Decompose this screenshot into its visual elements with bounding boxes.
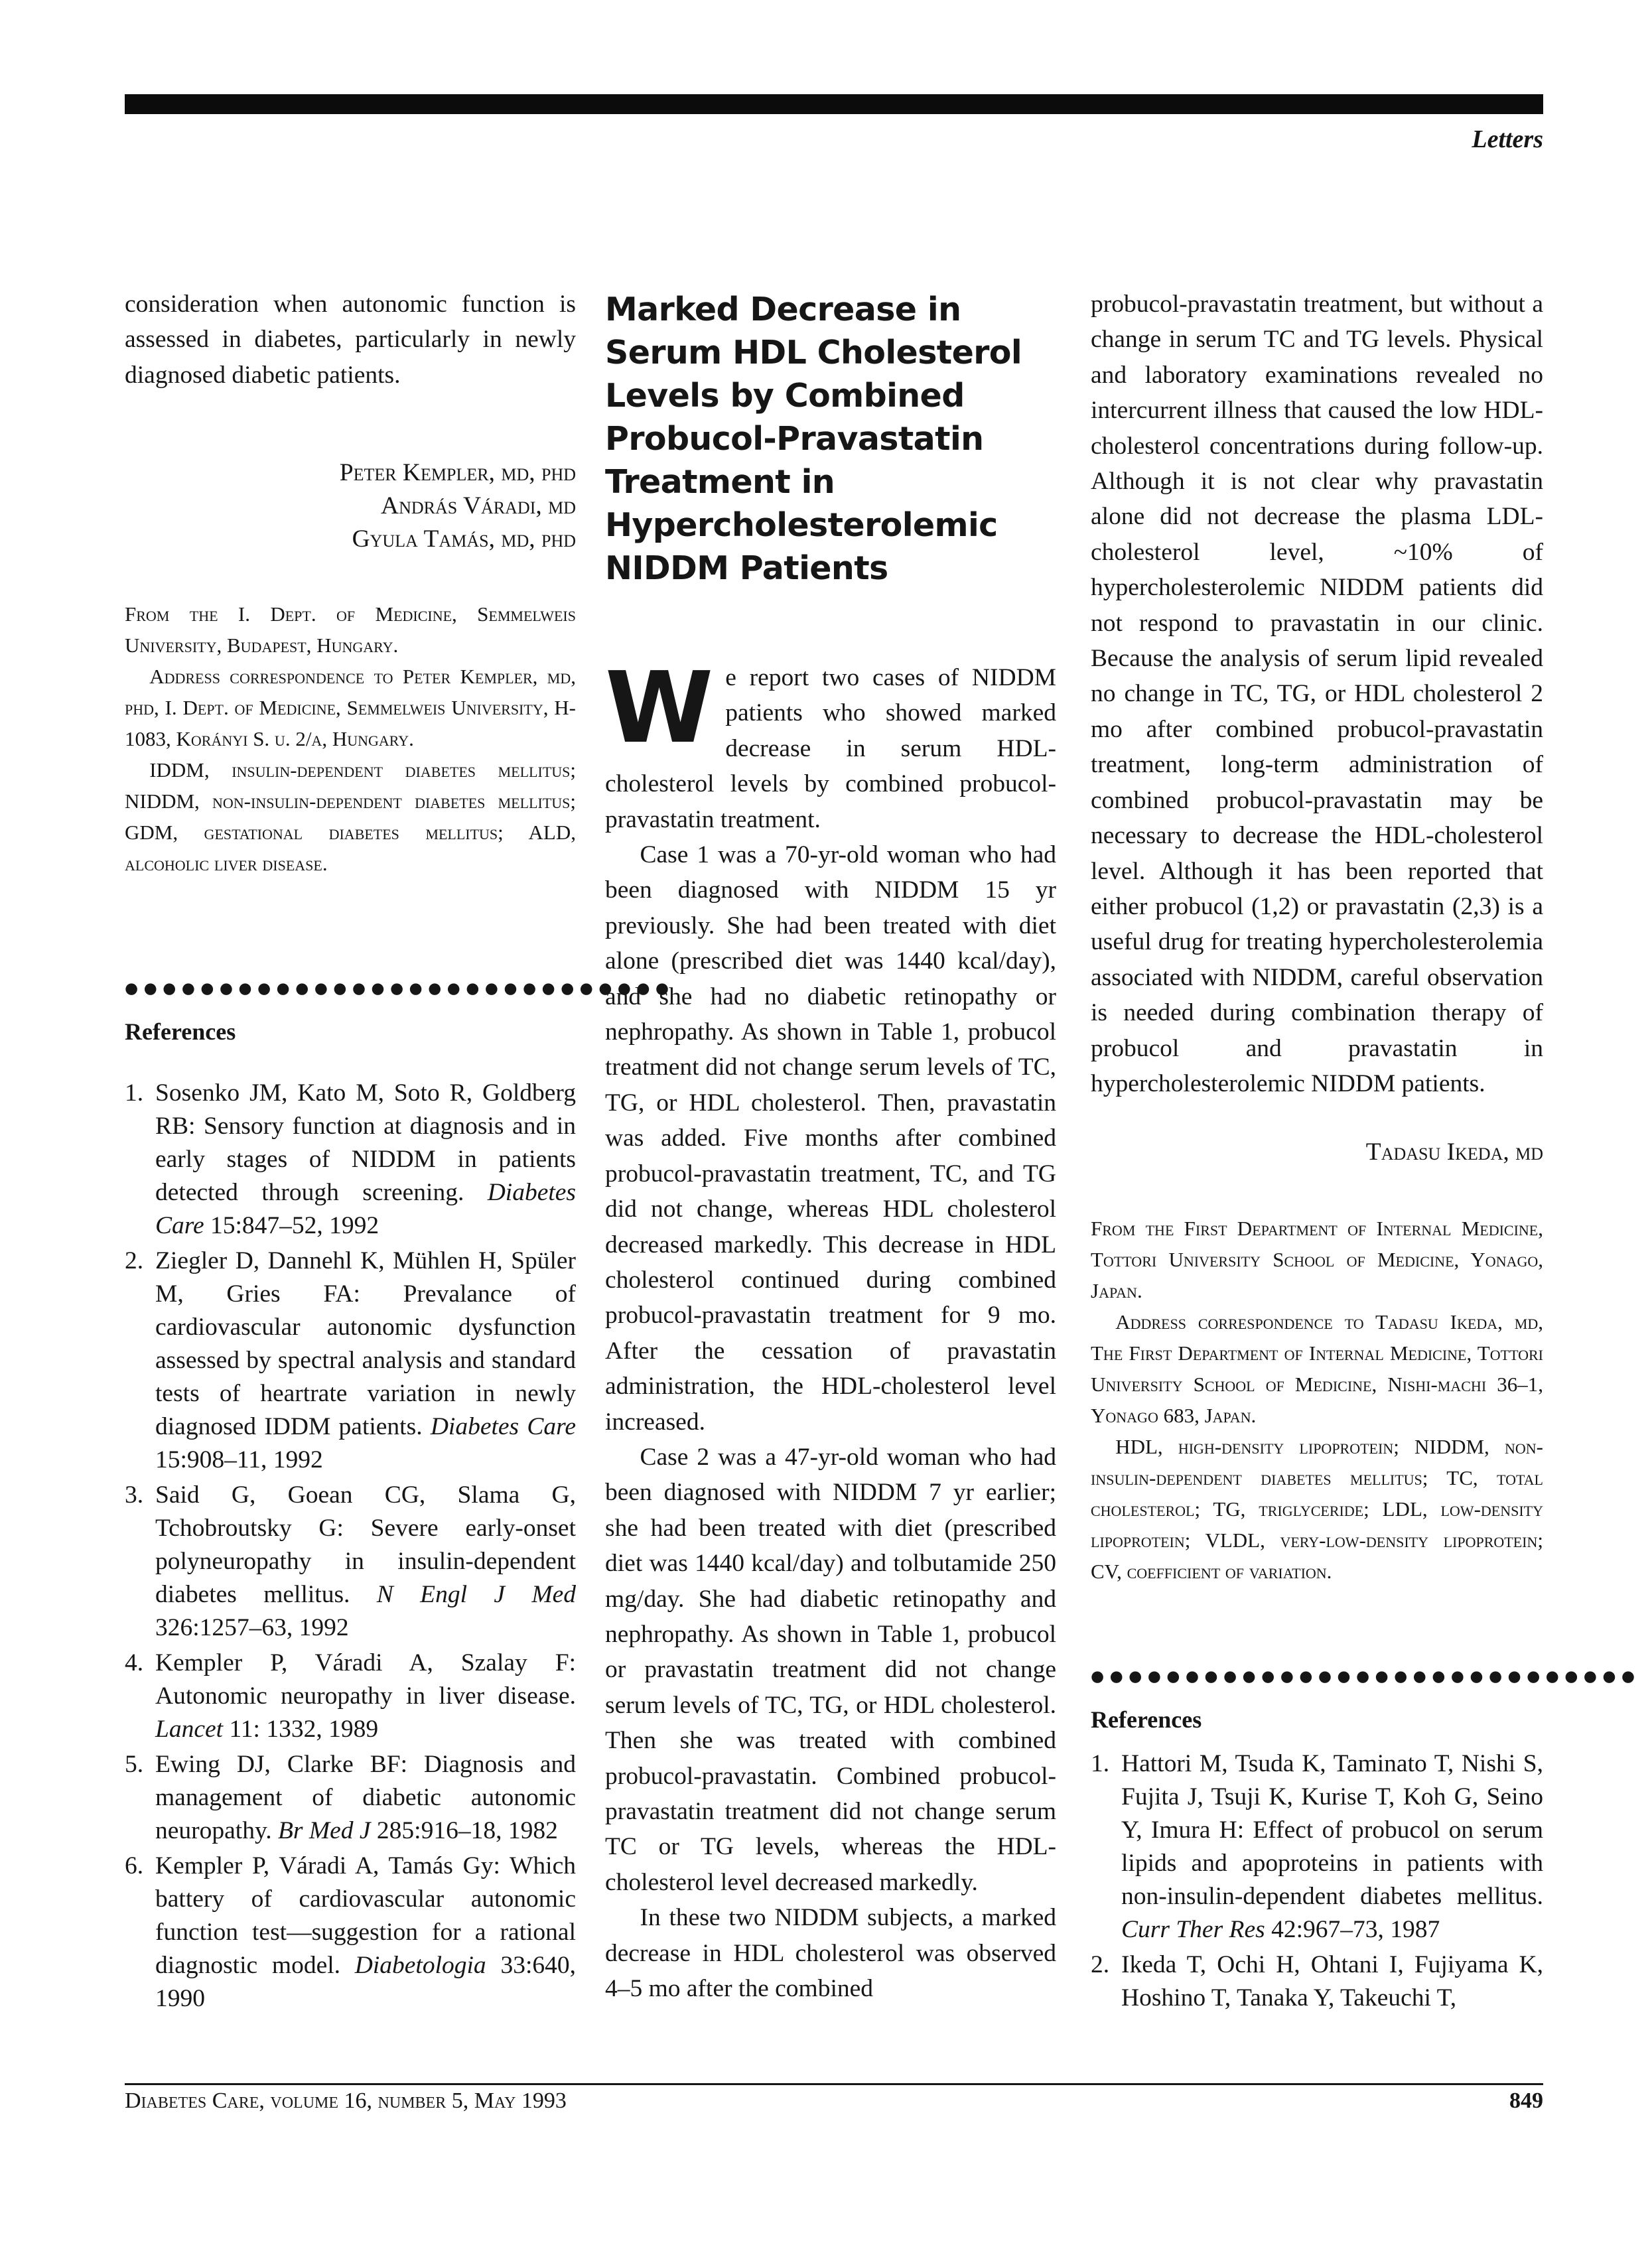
section-divider: ●●●●●●●●●●●●●●●●●●●●●●●●●●●●● [1091, 1667, 1641, 1685]
correspondence-note: Address correspondence to Peter Kempler, md, phd, I. Dept. of Medicine, Semmelweis University, H-1083, Korányi S. u. 2/a, Hungary. [125, 665, 576, 751]
article-author: Tadasu Ikeda, md [1365, 1138, 1543, 1166]
author-name: András Váradi, md [381, 492, 576, 520]
affiliation-note: From the First Department of Internal Medicine, Tottori University School of Medicine, Yonago, Japan. [1091, 1216, 1543, 1302]
abbreviations-note: HDL, high-density lipoprotein; NIDDM, non-insulin-dependent diabetes mellitus; TC, total cholesterol; TG, triglyceride; LDL, low-density lipoprotein; VLDL, very-low-density lipoprotein; CV, coefficient of variation. [1091, 1434, 1543, 1583]
case1-paragraph: Case 1 was a 70-yr-old woman who had been diagnosed with NIDDM 15 yr previously. She had been treated with diet alone (prescribed diet was 1440 kcal/day), and she had no diabetic retinopathy or nephropathy. As shown in Table 1, probucol treatment did not change serum levels of TC, TG, or HDL cholesterol. Then, pravastatin was added. Five months after combined probucol-pravastatin treatment, TC, and TG did not change, whereas HDL cholesterol decreased markedly. This decrease in HDL cholesterol continued during combined probucol-pravastatin treatment for 9 mo. After the cessation of pravastatin administration, the HDL-cholesterol level increased. [605, 841, 1056, 1436]
column-middle [605, 287, 1056, 2006]
reference-item: 1. Sosenko JM, Kato M, Soto R, Goldberg RB: Sensory function at diagnosis and in early stages of NIDDM in patients detected through screening. Diabetes Care 15:847–52, 1992 [125, 1079, 576, 1240]
abbreviations-note: IDDM, insulin-dependent diabetes mellitus; NIDDM, non-insulin-dependent diabetes mellitus; GDM, gestational diabetes mellitus; ALD, alcoholic liver disease. [125, 758, 576, 876]
reference-list [1091, 1747, 1543, 2015]
affiliation-note: From the I. Dept. of Medicine, Semmelweis University, Budapest, Hungary. [125, 602, 576, 657]
column-left [125, 287, 675, 2017]
references-heading: References [1091, 1706, 1202, 1733]
correspondence-note: Address correspondence to Tadasu Ikeda, md, The First Department of Internal Medicine, Tottori University School of Medicine, Nishi-machi 36–1, Yonago 683, Japan. [1091, 1310, 1543, 1427]
author-name: Peter Kempler, md, phd [339, 459, 576, 487]
reference-item: 2. Ikeda T, Ochi H, Ohtani I, Fujiyama K, Hoshino T, Tanaka Y, Takeuchi T, [1091, 1950, 1543, 2011]
references-heading: References [125, 1018, 236, 1046]
article-title: Marked Decrease in Serum HDL Cholesterol Levels by Combined Probucol-Pravastatin Treatment in Hypercholesterolemic NIDDM Patients [605, 291, 1022, 587]
reference-item: 5. Ewing DJ, Clarke BF: Diagnosis and management of diabetic autonomic neuropathy. Br Med J 285:916–18, 1982 [125, 1751, 576, 1845]
reference-item: 2. Ziegler D, Dannehl K, Mühlen H, Spüler M, Gries FA: Prevalance of cardiovascular autonomic dysfunction assessed by spectral analysis and standard tests of heartrate variation in newly diagnosed IDDM patients. Diabetes Care 15:908–11, 1992 [125, 1247, 577, 1474]
discussion-paragraph: In these two NIDDM subjects, a marked decrease in HDL cholesterol was observed 4–5 mo after the combined [605, 1904, 1056, 2003]
reference-item: 6. Kempler P, Váradi A, Tamás Gy: Which battery of cardiovascular autonomic function test—suggestion for a rational diagnostic model. Diabetologia 33:640, 1990 [125, 1852, 576, 2013]
previous-letter-authors [125, 456, 576, 556]
footer-journal-info: Diabetes Care, volume 16, number 5, May 1993 [125, 2088, 567, 2113]
lead-paragraph: We report two cases of NIDDM patients who showed marked decrease in serum HDL-cholesterol levels by combined probucol-pravastatin treatment. [605, 651, 1056, 833]
previous-letter-closing-text: consideration when autonomic function is assessed in diabetes, particularly in newly diagnosed diabetic patients. [125, 291, 576, 389]
column-right [1091, 287, 1641, 2017]
page-number: 849 [1509, 2088, 1543, 2113]
reference-item: 1. Hattori M, Tsuda K, Taminato T, Nishi S, Fujita J, Tsuji K, Kurise T, Koh G, Seino Y, Imura H: Effect of probucol on serum lipids and apoproteins in patients with non-insulin-dependent diabetes mellitus. Curr Ther Res 42:967–73, 1987 [1091, 1749, 1543, 1943]
section-label: Letters [1472, 125, 1543, 153]
footer-rule [125, 2083, 1543, 2085]
section-divider: ●●●●●●●●●●●●●●●●●●●●●●●●●●●●● [125, 980, 675, 998]
discussion-continuation: probucol-pravastatin treatment, but without a change in serum TC and TG levels. Physical and laboratory examinations revealed no intercurrent illness that caused the low HDL-cholesterol concentrations during follow-up. Although it is not clear why pravastatin alone did not decrease the plasma LDL-cholesterol level, ~10% of hypercholesterolemic NIDDM patients did not respond to pravastatin in our clinic. Because the analysis of serum lipid revealed no change in TC, TG, or HDL cholesterol 2 mo after combined probucol-pravastatin treatment, long-term administration of combined probucol-pravastatin may be necessary to decrease the HDL-cholesterol level. Although it has been reported that either probucol (1,2) or pravastatin (2,3) is a useful drug for treating hypercholesterolemia associated with NIDDM, careful observation is needed during combination therapy of probucol and pravastatin in hypercholesterolemic NIDDM patients. [1091, 291, 1543, 1097]
reference-item: 3. Said G, Goean CG, Slama G, Tchobroutsky G: Severe early-onset polyneuropathy in insulin-dependent diabetes mellitus. N Engl J Med 326:1257–63, 1992 [125, 1481, 576, 1642]
drop-cap: W [605, 651, 714, 765]
reference-item: 4. Kempler P, Váradi A, Szalay F: Autonomic neuropathy in liver disease. Lancet 11: 1332, 1989 [125, 1649, 576, 1743]
case2-paragraph: Case 2 was a 47-yr-old woman who had been diagnosed with NIDDM 7 yr earlier; she had been treated with diet (prescribed diet was 1440 kcal/day) and tolbutamide 250 mg/day. She had diabetic retinopathy and nephropathy. As shown in Table 1, probucol or pravastatin treatment did not change serum levels of TC, TG, or HDL cholesterol. Then she was treated with combined probucol-pravastatin. Combined probucol-pravastatin treatment did not change serum TC or TG levels, whereas the HDL-cholesterol level decreased markedly. [605, 1443, 1056, 1896]
author-name: Gyula Tamás, md, phd [352, 525, 576, 553]
reference-list [125, 1077, 576, 2015]
header-rule [125, 94, 1543, 114]
